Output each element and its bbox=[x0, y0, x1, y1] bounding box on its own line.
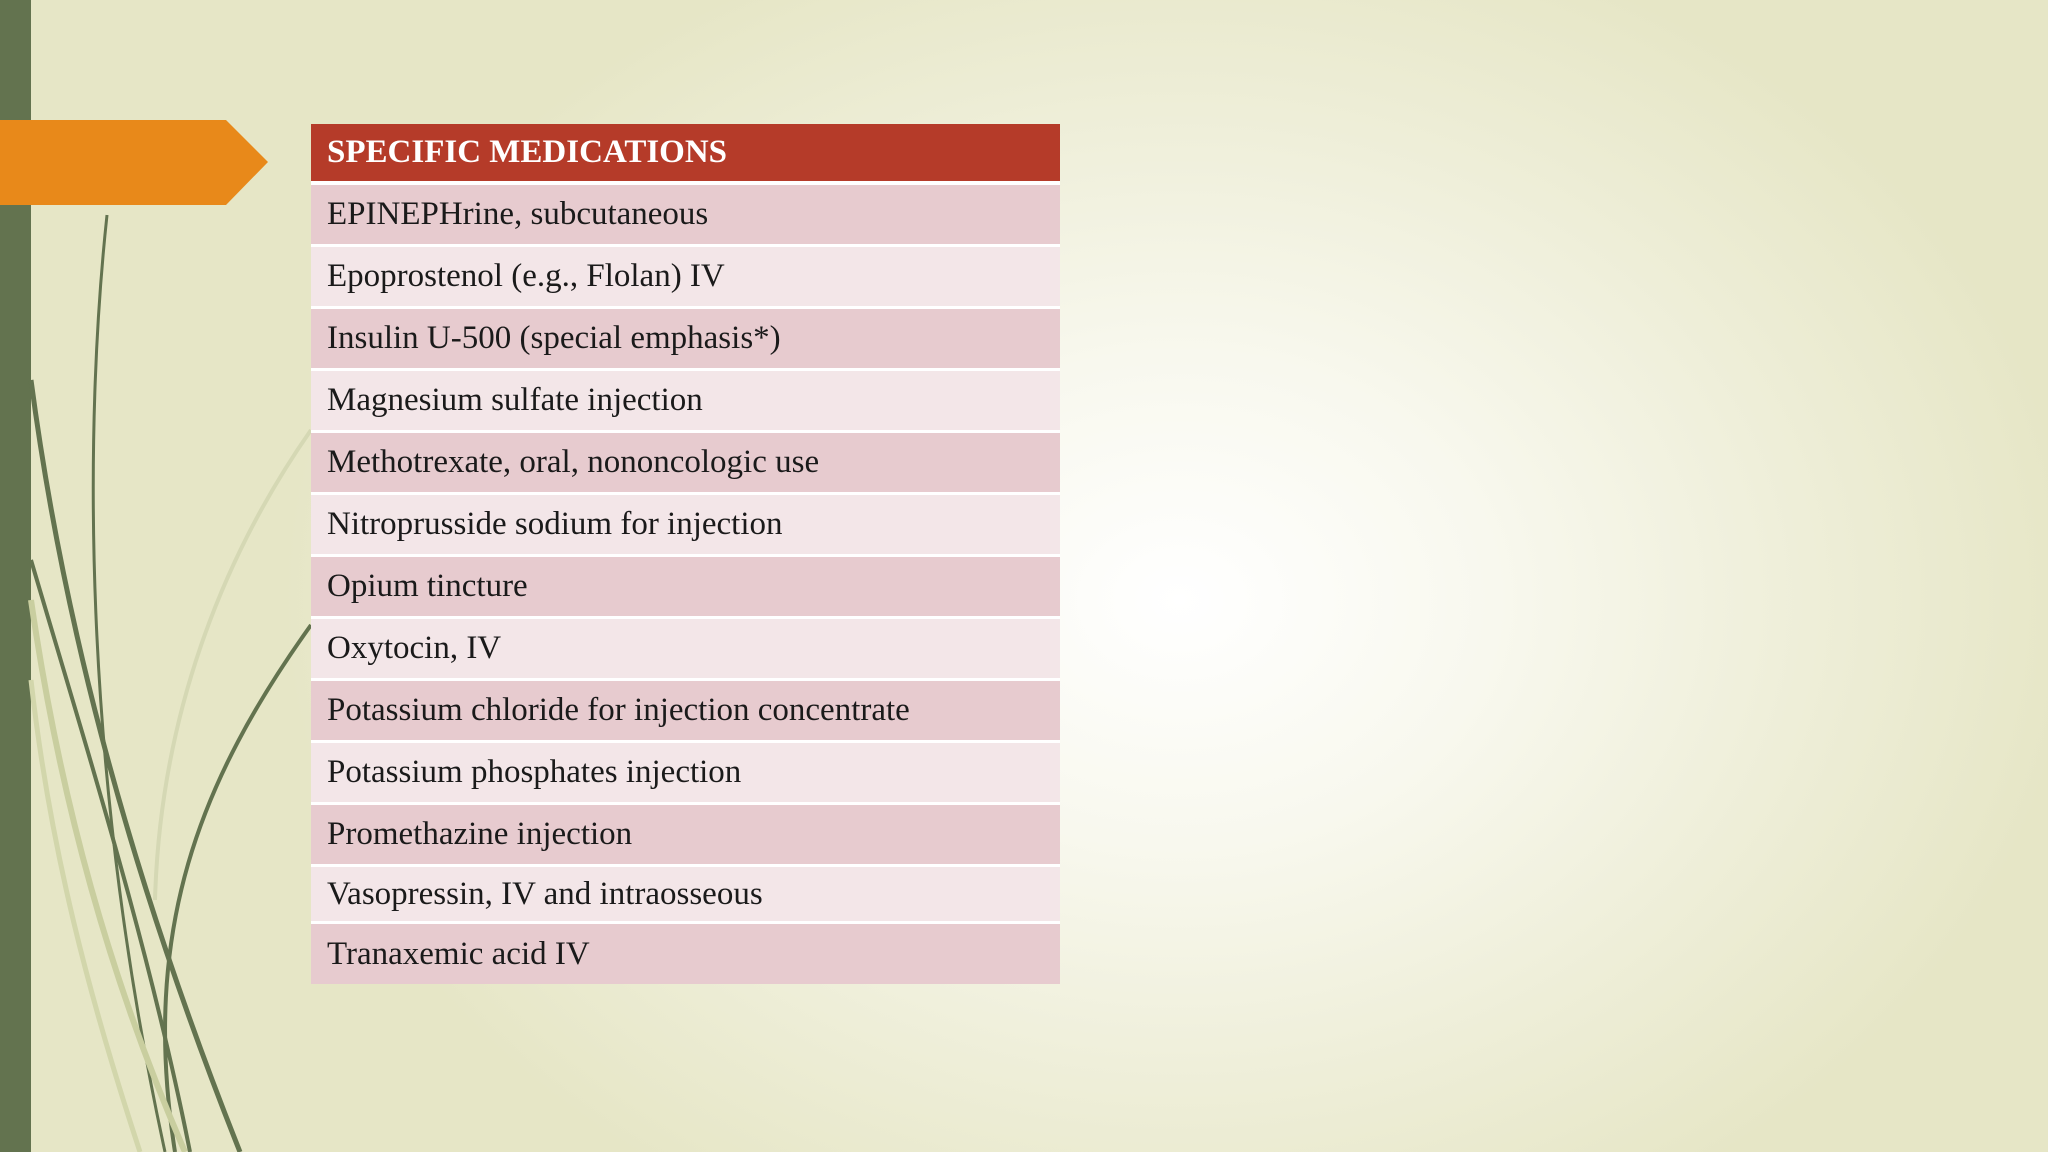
table-cell: Potassium phosphates injection bbox=[327, 754, 742, 790]
orange-arrow-tab bbox=[0, 120, 268, 205]
table-cell: Methotrexate, oral, nononcologic use bbox=[327, 444, 820, 480]
table-cell: Magnesium sulfate injection bbox=[327, 382, 703, 418]
table-cell: Oxytocin, IV bbox=[327, 630, 502, 666]
table-cell: Vasopressin, IV and intraosseous bbox=[327, 875, 763, 912]
table-cell: Potassium chloride for injection concentrate bbox=[327, 692, 910, 728]
table-row bbox=[311, 247, 1060, 309]
table-header-label: SPECIFIC MEDICATIONS bbox=[327, 134, 728, 170]
table-row bbox=[311, 371, 1060, 433]
table-row bbox=[311, 309, 1060, 371]
table-cell: EPINEPHrine, subcutaneous bbox=[327, 196, 709, 232]
table-row bbox=[311, 867, 1060, 924]
table-row bbox=[311, 681, 1060, 743]
table-cell: Opium tincture bbox=[327, 568, 528, 604]
table-row bbox=[311, 433, 1060, 495]
table-cell: Tranaxemic acid IV bbox=[327, 935, 590, 972]
table-row bbox=[311, 495, 1060, 557]
table-header bbox=[311, 124, 1060, 185]
table-row bbox=[311, 743, 1060, 805]
table-row bbox=[311, 619, 1060, 681]
table-row bbox=[311, 185, 1060, 247]
table-row bbox=[311, 924, 1060, 984]
table-cell: Nitroprusside sodium for injection bbox=[327, 506, 783, 542]
table-cell: Insulin U-500 (special emphasis*) bbox=[327, 320, 781, 356]
table-cell: Promethazine injection bbox=[327, 816, 633, 852]
table-row bbox=[311, 557, 1060, 619]
medications-table bbox=[311, 124, 1060, 984]
table-row bbox=[311, 805, 1060, 867]
table-cell: Epoprostenol (e.g., Flolan) IV bbox=[327, 258, 725, 294]
